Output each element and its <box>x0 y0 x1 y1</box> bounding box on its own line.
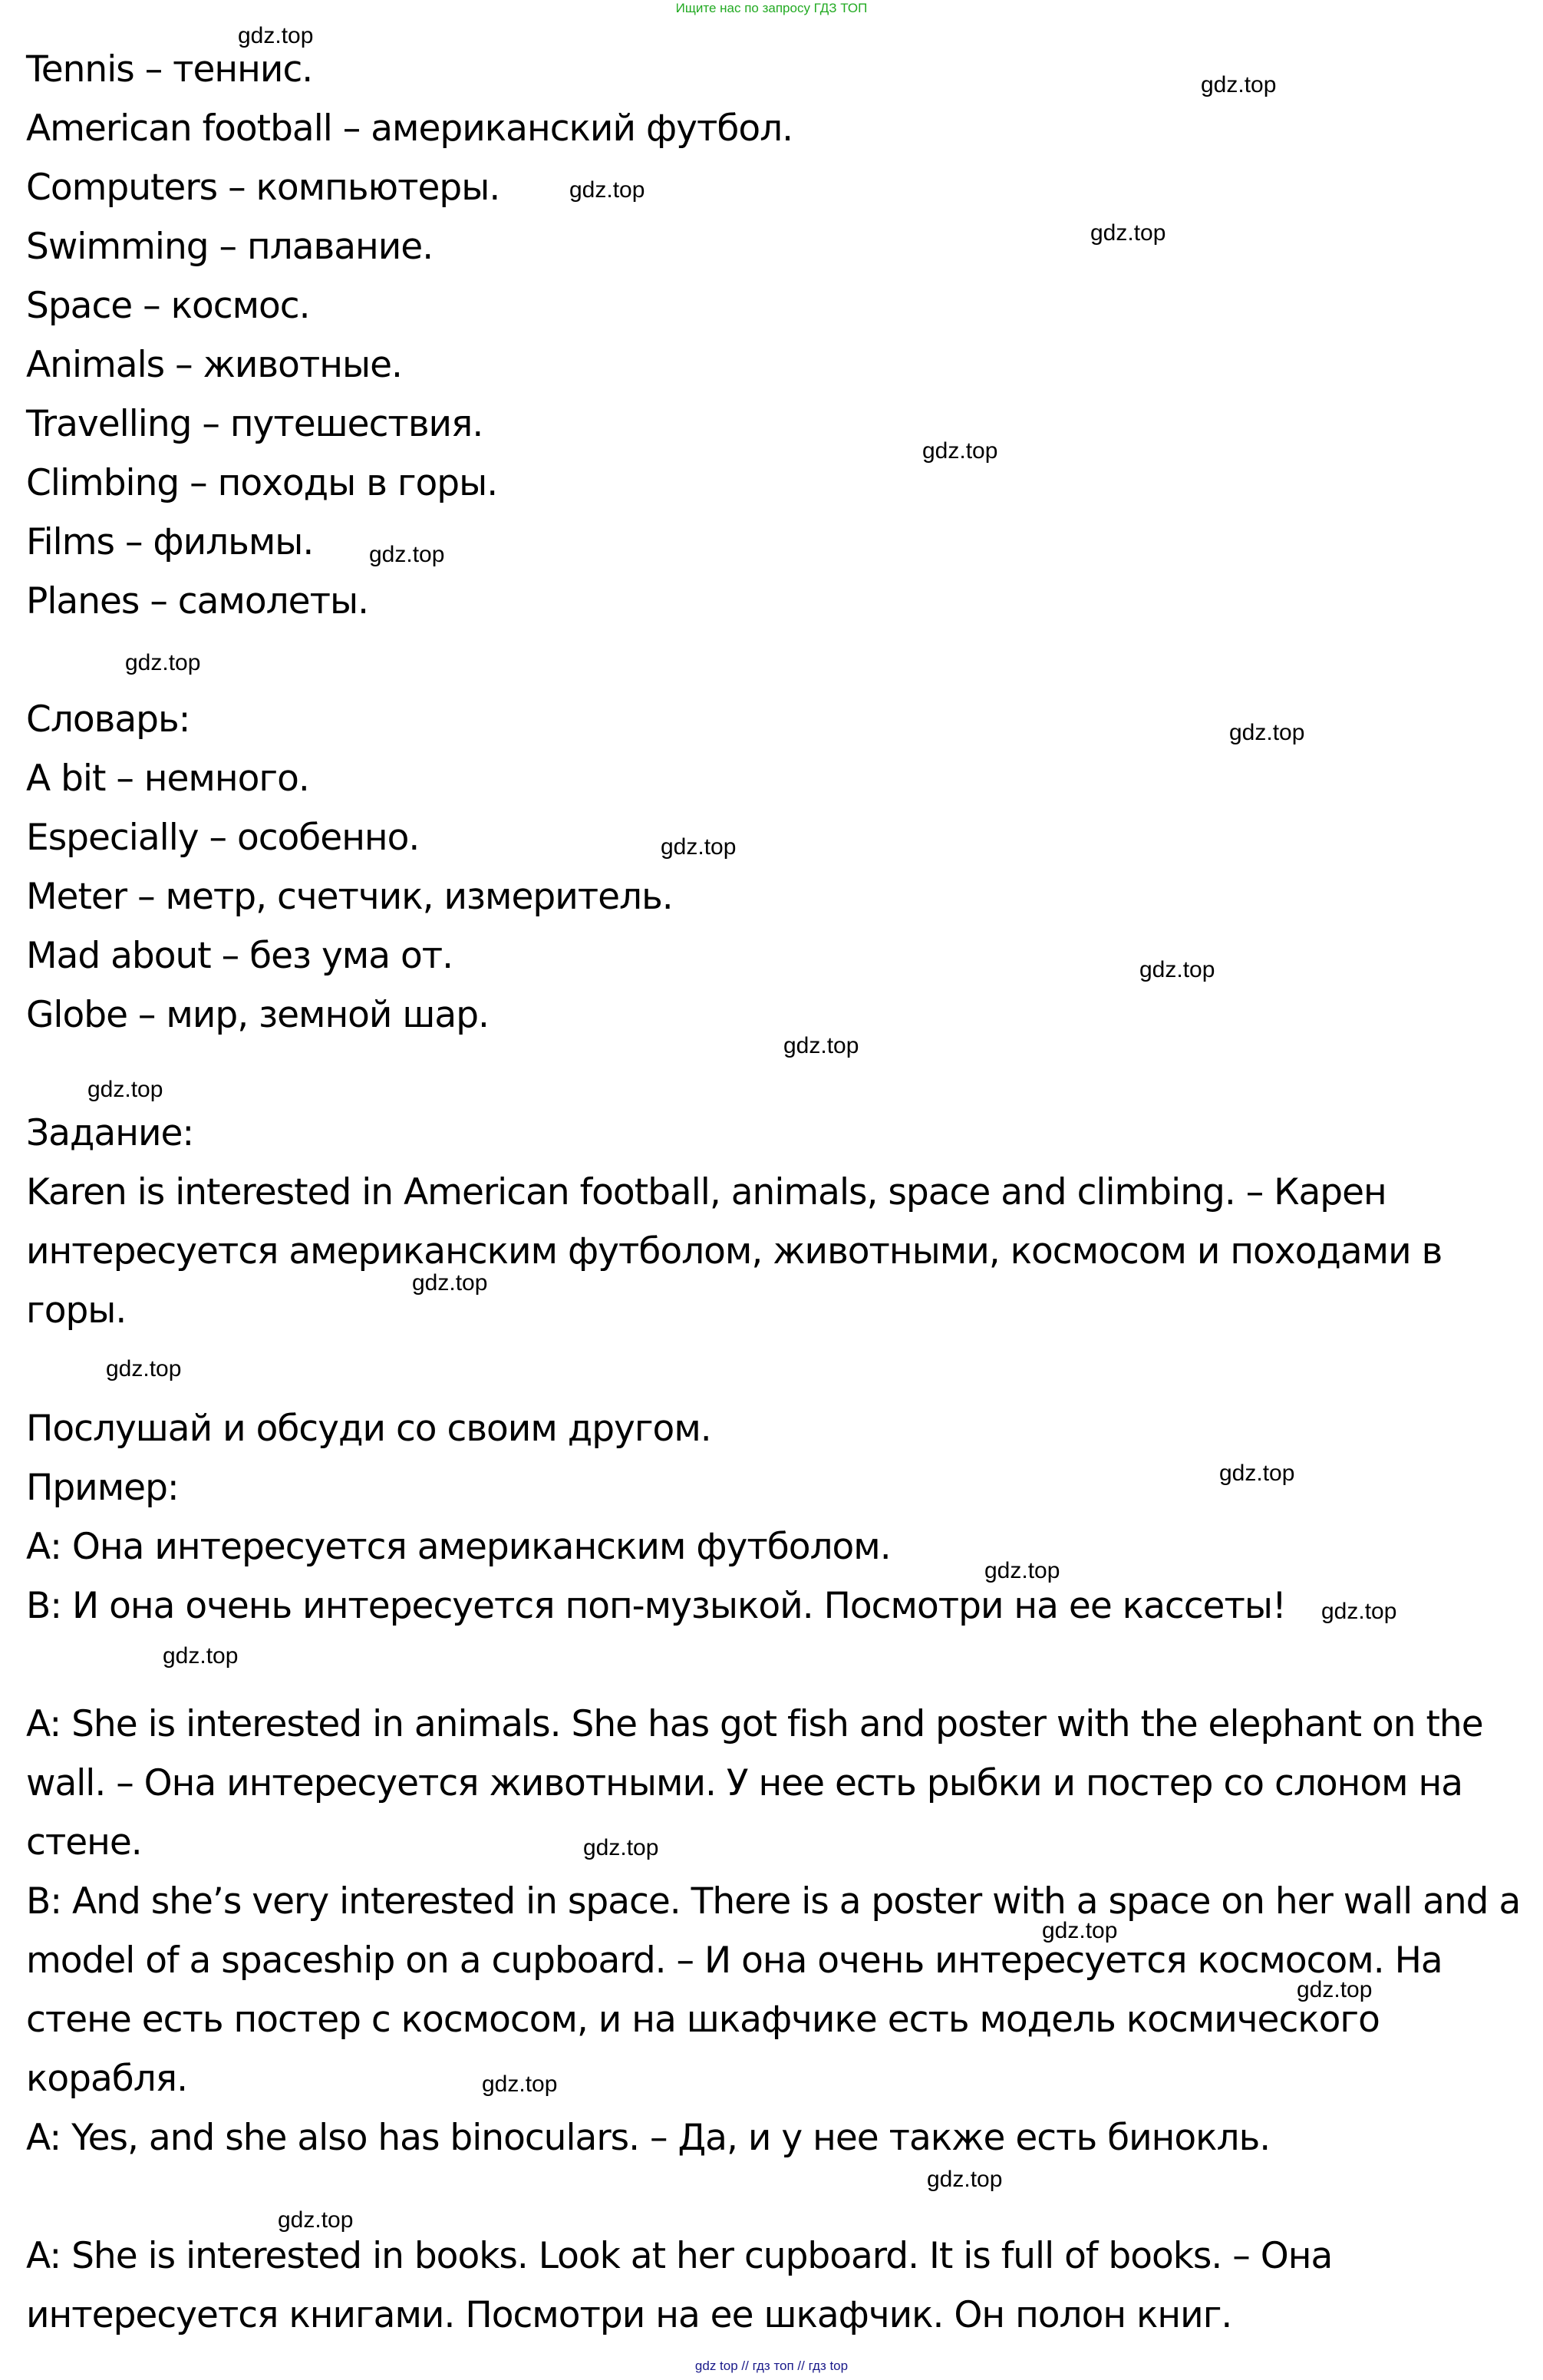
example-b: В: И она очень интересуется поп-музыкой. Посмотри на ее кассеты! <box>26 1585 1286 1627</box>
watermark-text: gdz.top <box>125 650 201 675</box>
watermark-text: gdz.top <box>1201 72 1277 97</box>
topic-line: Planes – самолеты. <box>26 580 369 622</box>
watermark-text: gdz.top <box>1139 957 1215 982</box>
spacer <box>26 631 1530 690</box>
vocab-item: Especially – особенно. <box>26 817 420 859</box>
watermark-text: gdz.top <box>369 542 445 567</box>
topic-line: Climbing – походы в горы. <box>26 462 498 504</box>
task-text: Karen is interested in American football, animals, space and climbing. – Карен интересуется американским футболом, животными, космосом и походами в горы. <box>26 1171 1442 1332</box>
dialogue-b1: B: And she’s very interested in space. There is a poster with a space on her wall and a model of a spaceship on a cupboard. – И она очень интересуется космосом. На стене есть постер с космосом, и на шкафчике есть модель космического корабля. <box>26 1880 1521 2100</box>
topic-line: Space – космос. <box>26 285 310 327</box>
topic-line: Computers – компьютеры. <box>26 167 500 209</box>
watermark-text: gdz.top <box>984 1558 1060 1583</box>
top-banner: Ищите нас по запросу ГДЗ ТОП <box>675 1 868 15</box>
listen-instruction: Послушай и обсуди со своим другом. <box>26 1408 711 1450</box>
watermark-text: gdz.top <box>106 1356 182 1381</box>
spacer <box>26 2167 1530 2227</box>
topic-line: Travelling – путешествия. <box>26 403 483 445</box>
dialogue-a1: A: She is interested in animals. She has got fish and poster with the elephant on the wall. – Она интересуется животными. У нее есть рыбки и постер со слоном на стене. <box>26 1703 1483 1863</box>
vocab-item: Meter – метр, счетчик, измеритель. <box>26 876 673 918</box>
vocab-item: Globe – мир, земной шар. <box>26 994 489 1036</box>
watermark-text: gdz.top <box>922 438 998 464</box>
example-label: Пример: <box>26 1467 179 1509</box>
vocab-item: A bit – немного. <box>26 758 309 800</box>
watermark-text: gdz.top <box>1229 720 1305 745</box>
watermark-text: gdz.top <box>412 1270 488 1296</box>
watermark-text: gdz.top <box>1321 1599 1397 1624</box>
spacer <box>26 1045 1530 1104</box>
topic-line: Animals – животные. <box>26 344 402 386</box>
watermark-text: gdz.top <box>1297 1977 1373 2002</box>
topic-line: Swimming – плавание. <box>26 226 434 268</box>
footer-text: gdz top // гдз топ // гдз top <box>694 2359 849 2373</box>
vocab-title: Словарь: <box>26 698 190 741</box>
watermark-text: gdz.top <box>927 2167 1003 2192</box>
watermark-text: gdz.top <box>783 1033 859 1058</box>
task-title: Задание: <box>26 1112 194 1154</box>
watermark-text: gdz.top <box>569 177 645 203</box>
watermark-text: gdz.top <box>87 1077 163 1102</box>
spacer <box>26 1340 1530 1399</box>
watermark-text: gdz.top <box>278 2207 354 2233</box>
watermark-text: gdz.top <box>1090 220 1166 246</box>
topic-line: American football – американский футбол. <box>26 107 793 150</box>
watermark-text: gdz.top <box>583 1835 659 1860</box>
topic-line: Tennis – теннис. <box>26 48 313 91</box>
dialogue-a2: A: Yes, and she also has binoculars. – Да, и у нее также есть бинокль. <box>26 2117 1271 2159</box>
watermark-text: gdz.top <box>661 834 737 860</box>
watermark-text: gdz.top <box>1219 1461 1295 1486</box>
dialogue-a3: A: She is interested in books. Look at her cupboard. It is full of books. – Она интересуется книгами. Посмотри на ее шкафчик. Он полон книг. <box>26 2235 1333 2336</box>
spacer <box>26 1636 1530 1695</box>
watermark-text: gdz.top <box>482 2071 558 2097</box>
watermark-text: gdz.top <box>1042 1918 1118 1943</box>
vocab-item: Mad about – без ума от. <box>26 935 453 977</box>
topic-line: Films – фильмы. <box>26 521 314 563</box>
watermark-text: gdz.top <box>238 23 314 48</box>
watermark-text: gdz.top <box>163 1643 239 1669</box>
example-a: А: Она интересуется американским футболом. <box>26 1526 891 1568</box>
